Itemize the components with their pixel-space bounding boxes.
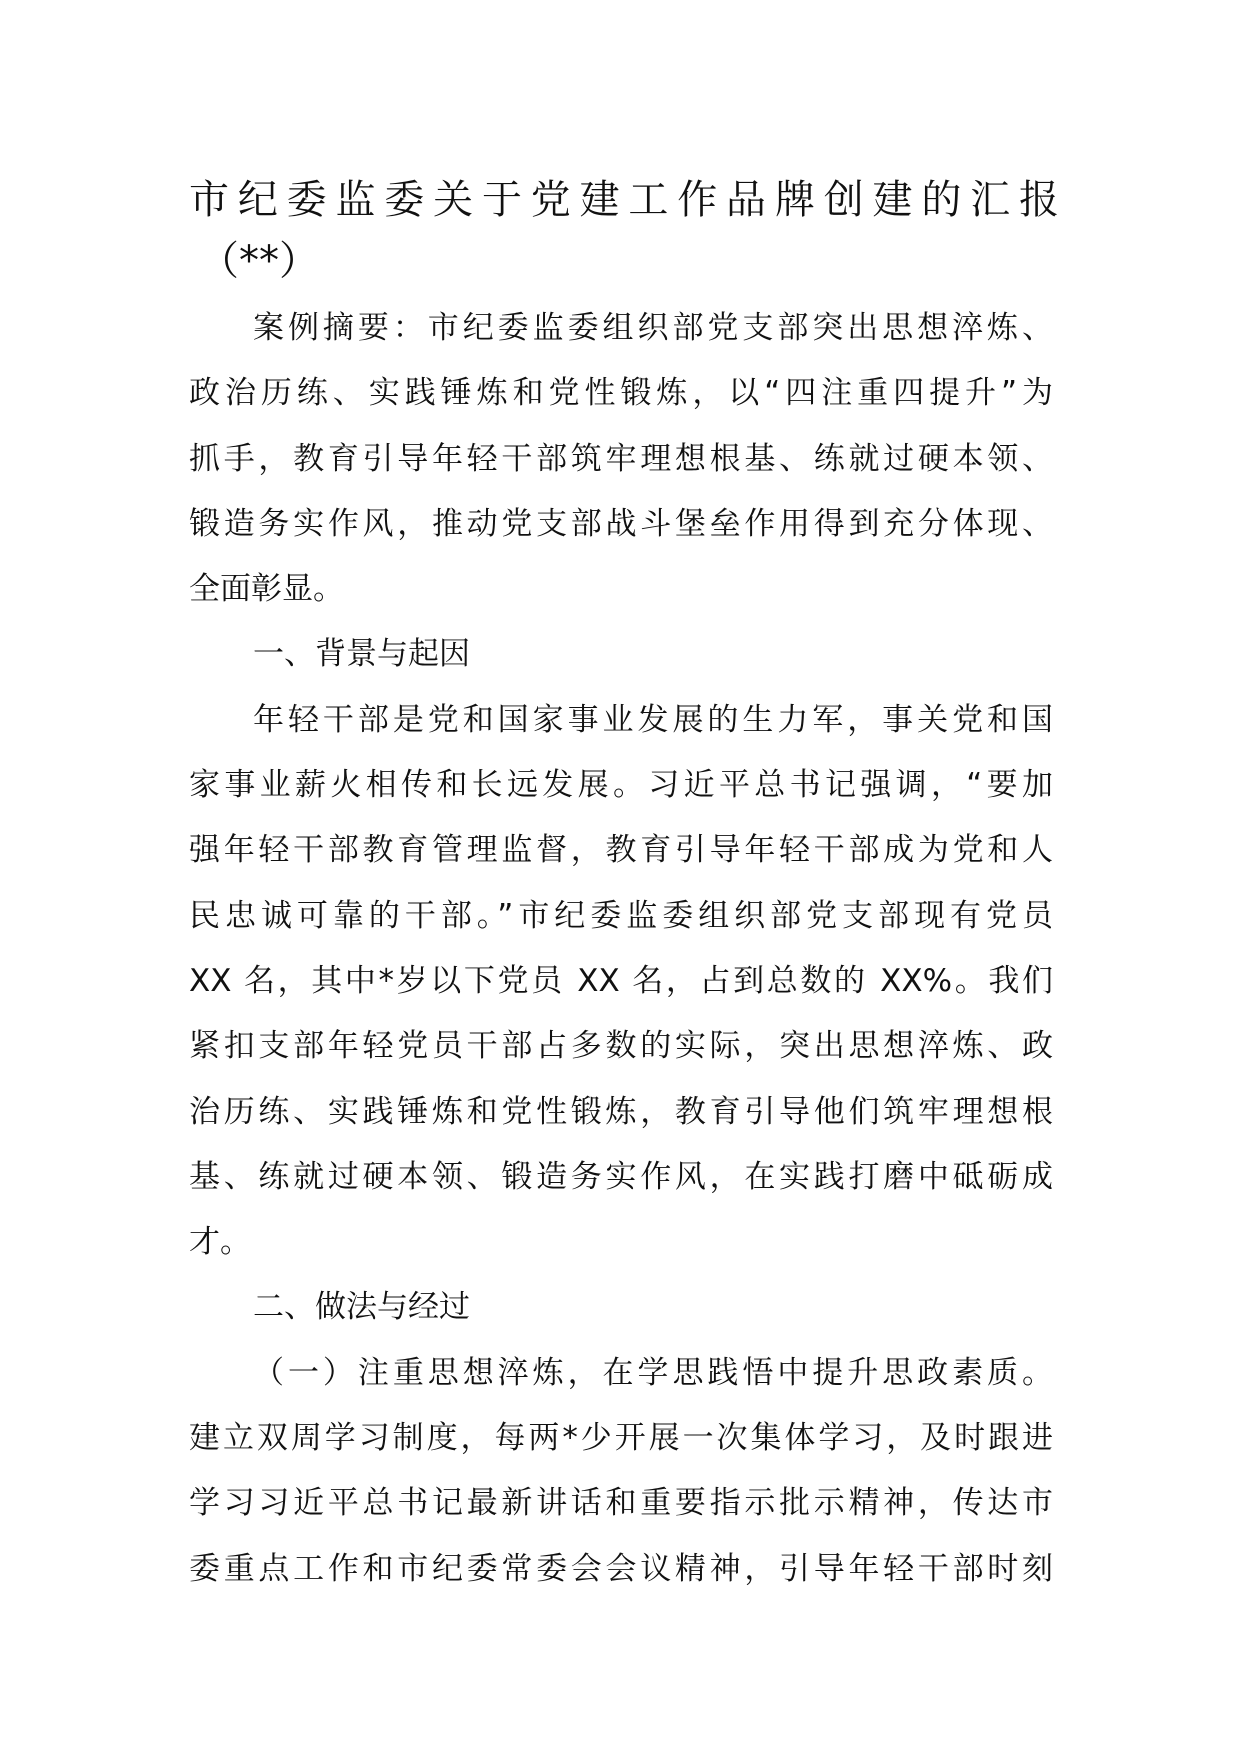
text-line: 委重点工作和市纪委常委会会议精神，引导年轻干部时刻 [189,1550,1053,1587]
section-heading: 二、做法与经过 [253,1289,470,1326]
text-line: 年轻干部是党和国家事业发展的生力军，事关党和国 [253,701,1053,738]
text-line: XX 名，其中*岁以下党员 XX 名，占到总数的 XX%。我们 [189,962,1053,999]
title-line: （**） [199,238,319,284]
text-line: 家事业薪火相传和长远发展。习近平总书记强调，“要加 [189,767,1053,804]
text-line: 政治历练、实践锤炼和党性锻炼，以“四注重四提升”为 [189,375,1053,412]
text-line: 抓手，教育引导年轻干部筑牢理想根基、练就过硬本领、 [189,440,1053,477]
text-line: 治历练、实践锤炼和党性锻炼，教育引导他们筑牢理想根 [189,1093,1053,1130]
text-line: 学习习近平总书记最新讲话和重要指示批示精神，传达市 [189,1485,1053,1522]
text-line: 建立双周学习制度，每两*少开展一次集体学习，及时跟进 [189,1420,1053,1457]
text-line: 锻造务实作风，推动党支部战斗堡垒作用得到充分体现、 [189,505,1053,542]
title-line: 市纪委监委关于党建工作品牌创建的汇报 [189,177,1059,223]
text-line: 基、练就过硬本领、锻造务实作风，在实践打磨中砥砺成 [189,1158,1053,1195]
text-line: （一）注重思想淬炼，在学思践悟中提升思政素质。 [253,1354,1053,1391]
text-line: 才。 [189,1224,251,1261]
text-line: 强年轻干部教育管理监督，教育引导年轻干部成为党和人 [189,832,1053,869]
text-line: 案例摘要：市纪委监委组织部党支部突出思想淬炼、 [253,310,1053,346]
text-line: 全面彰显。 [189,571,344,608]
document-body [189,296,1053,1602]
text-line: 紧扣支部年轻党员干部占多数的实际，突出思想淬炼、政 [189,1028,1053,1065]
text-line: 民忠诚可靠的干部。”市纪委监委组织部党支部现有党员 [189,897,1053,934]
section-heading: 一、背景与起因 [253,636,470,673]
document-title [189,170,1059,292]
